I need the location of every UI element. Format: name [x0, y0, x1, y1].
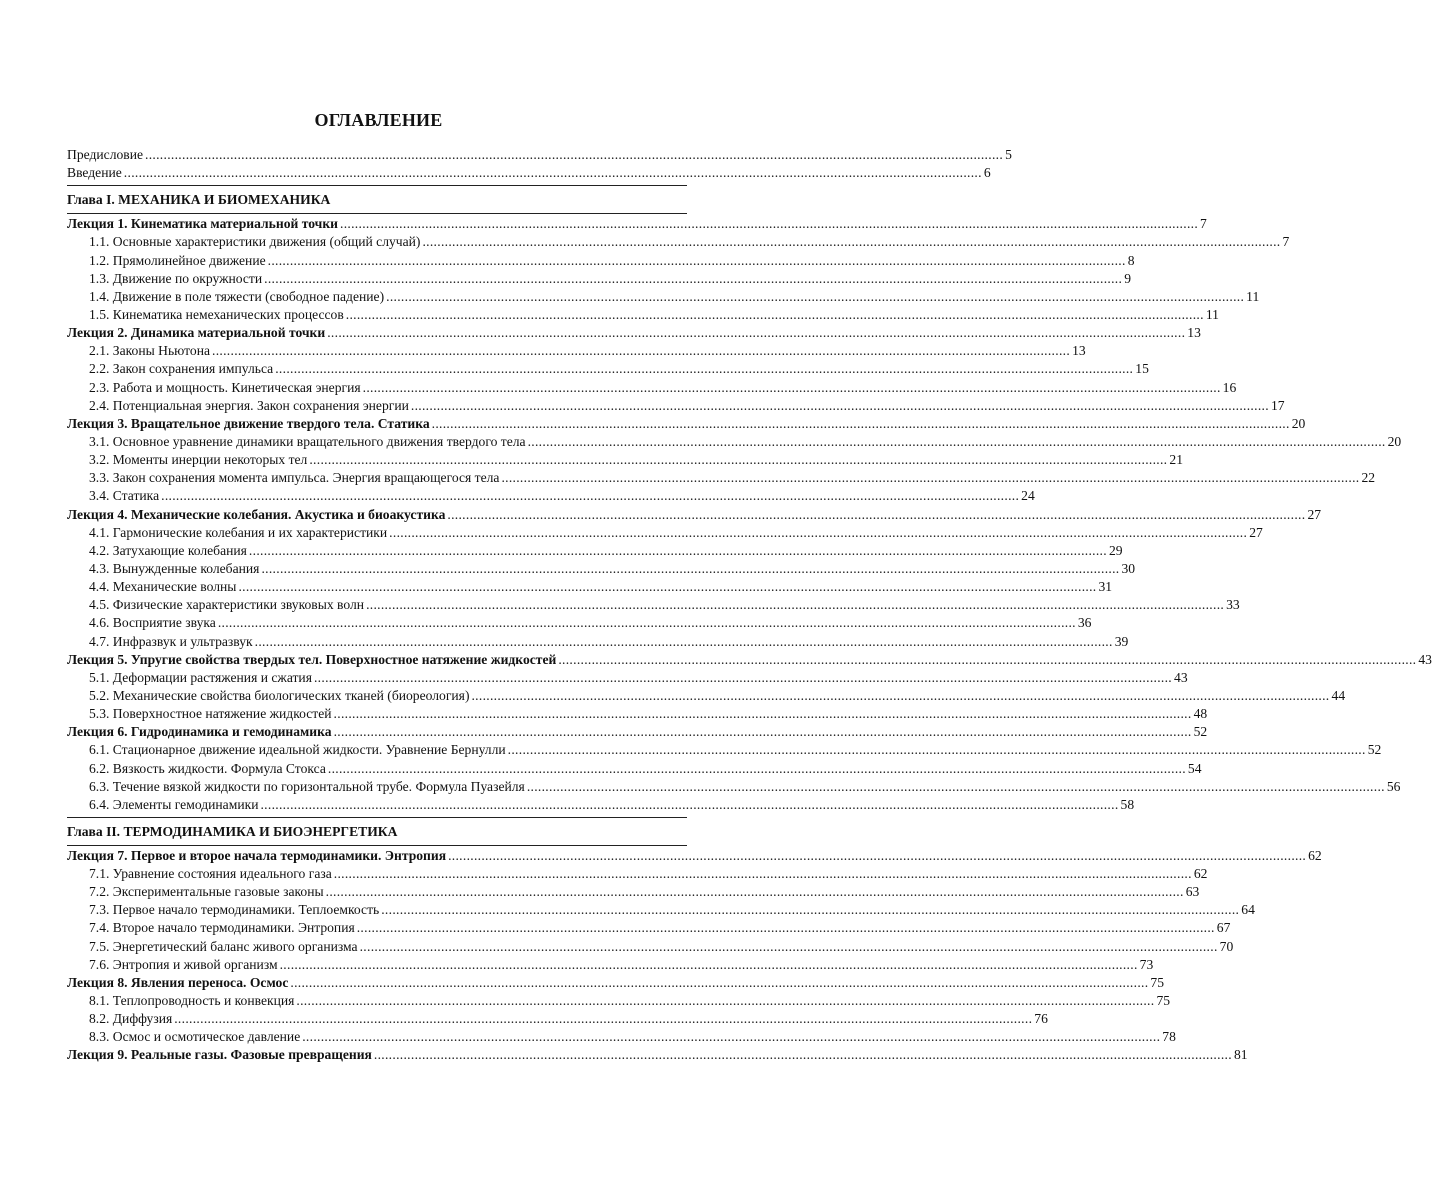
chapter-heading: Глава I. МЕХАНИКА И БИОМЕХАНИКА — [67, 192, 331, 208]
page-number: 29 — [1108, 542, 1123, 558]
page-number: 20 — [1291, 415, 1306, 431]
toc-entry-section[interactable] — [67, 883, 1200, 901]
entry-title: 7.5. Энергетический баланс живого организма — [89, 938, 358, 954]
dot-leader — [296, 992, 1154, 1010]
dot-leader — [327, 324, 1185, 342]
divider-line — [67, 213, 687, 214]
dot-leader — [314, 669, 1172, 687]
toc-entry-section[interactable] — [67, 919, 1231, 937]
page-number: 30 — [1121, 560, 1136, 576]
page-number: 70 — [1219, 938, 1234, 954]
page-number: 8 — [1127, 252, 1135, 268]
dot-leader — [302, 1028, 1160, 1046]
toc-entry-section[interactable] — [67, 487, 1035, 505]
toc-entry-section[interactable] — [67, 865, 1208, 883]
toc-entry-lecture[interactable] — [67, 651, 1432, 669]
entry-title: Лекция 6. Гидродинамика и гемодинамика — [67, 724, 332, 740]
entry-title: 4.5. Физические характеристики звуковых волн — [89, 597, 365, 613]
dot-leader — [366, 596, 1224, 614]
dot-leader — [448, 847, 1306, 865]
entry-title: 1.5. Кинематика немеханических процессов — [89, 306, 344, 322]
toc-entry-section[interactable] — [67, 469, 1376, 487]
dot-leader — [508, 741, 1366, 759]
page-number: 16 — [1222, 379, 1237, 395]
toc-entry-section[interactable] — [67, 705, 1208, 723]
toc-entry-section[interactable] — [67, 379, 1237, 397]
entry-title: 2.3. Работа и мощность. Кинетическая энергия — [89, 379, 361, 395]
page-number: 13 — [1187, 325, 1201, 341]
toc-entry-lecture[interactable] — [67, 324, 1201, 342]
dot-leader — [346, 306, 1204, 324]
page-number: 9 — [1124, 270, 1131, 286]
page-number: 54 — [1187, 760, 1202, 776]
entry-title: 1.3. Движение по окружности — [89, 270, 263, 286]
page-number: 75 — [1150, 974, 1165, 990]
dot-leader — [334, 705, 1192, 723]
toc-entry-section[interactable] — [67, 687, 1346, 705]
page-number: 78 — [1162, 1029, 1176, 1045]
divider-line — [67, 845, 687, 846]
dot-leader — [360, 938, 1218, 956]
entry-title: 7.4. Второе начало термодинамики. Энтропия — [89, 920, 355, 936]
toc-entry-section[interactable] — [67, 233, 1290, 251]
chapter-heading: Глава II. ТЕРМОДИНАМИКА И БИОЭНЕРГЕТИКА — [67, 823, 398, 839]
entry-title: 2.1. Законы Ньютона — [89, 343, 211, 359]
dot-leader — [528, 433, 1386, 451]
toc-entry-section[interactable] — [67, 451, 1183, 469]
entry-title: 4.3. Вынужденные колебания — [89, 560, 260, 576]
dot-leader — [432, 415, 1290, 433]
page-number: 43 — [1174, 669, 1188, 685]
entry-title: 2.2. Закон сохранения импульса — [89, 361, 274, 377]
dot-leader — [558, 651, 1416, 669]
entry-title: 2.4. Потенциальная энергия. Закон сохранения энергии — [89, 397, 409, 413]
toc-entry-lecture[interactable] — [67, 974, 1165, 992]
page-number: 43 — [1418, 651, 1432, 667]
dot-leader — [389, 524, 1247, 542]
page-number: 62 — [1193, 866, 1208, 882]
toc-entry-section[interactable] — [67, 397, 1285, 415]
toc-entry-section[interactable] — [67, 1028, 1176, 1046]
entry-title: Предисловие — [67, 147, 144, 162]
entry-title: 4.2. Затухающие колебания — [89, 542, 247, 558]
toc-entry-section[interactable] — [67, 578, 1113, 596]
entry-title: 4.4. Механические волны — [89, 579, 237, 595]
dot-leader — [174, 1010, 1032, 1028]
toc-entry-section[interactable] — [67, 901, 1255, 919]
page-number: 11 — [1205, 306, 1219, 322]
toc-entry-section[interactable] — [67, 270, 1131, 288]
entry-title: 3.3. Закон сохранения момента импульса. Энергия вращающегося тела — [89, 470, 500, 486]
page-number: 52 — [1193, 724, 1208, 740]
entry-title: 6.3. Течение вязкой жидкости по горизонтальной трубе. Формула Пуазейля — [89, 778, 525, 794]
dot-leader — [161, 487, 1019, 505]
entry-title: 8.3. Осмос и осмотическое давление — [89, 1029, 301, 1045]
page-number: 62 — [1308, 847, 1322, 863]
dot-leader — [334, 865, 1192, 883]
toc-entry-section[interactable] — [67, 992, 1171, 1010]
dot-leader — [326, 883, 1184, 901]
toc-entry-lecture[interactable] — [67, 723, 1208, 741]
entry-title: Лекция 5. Упругие свойства твердых тел. Поверхностное натяжение жидкостей — [67, 651, 557, 667]
dot-leader — [255, 633, 1113, 651]
entry-title: 1.2. Прямолинейное движение — [89, 252, 266, 268]
entry-title: 3.2. Моменты инерции некоторых тел — [89, 452, 308, 468]
page-number: 22 — [1361, 470, 1376, 486]
dot-leader — [374, 1046, 1232, 1064]
dot-leader — [381, 901, 1239, 919]
entry-title: 6.4. Элементы гемодинамики — [89, 796, 259, 812]
page-number: 64 — [1241, 902, 1255, 918]
divider-line — [67, 817, 687, 818]
page-number: 81 — [1233, 1047, 1248, 1063]
entry-title: Лекция 3. Вращательное движение твердого тела. Статика — [67, 415, 430, 431]
toc-entry-section[interactable] — [67, 524, 1263, 542]
dot-leader — [471, 687, 1329, 705]
dot-leader — [309, 451, 1167, 469]
page-number: 13 — [1072, 343, 1086, 359]
page-title: ОГЛАВЛЕНИЕ — [314, 110, 443, 130]
page-number: 21 — [1169, 452, 1183, 468]
page-number: 73 — [1139, 956, 1154, 972]
entry-title: 3.1. Основное уравнение динамики вращательного движения твердого тела — [89, 433, 526, 449]
dot-leader — [334, 723, 1192, 741]
toc-entry-section[interactable] — [67, 433, 1402, 451]
page-number: 27 — [1249, 524, 1263, 540]
toc-entry-section[interactable] — [67, 956, 1154, 974]
page-number: 27 — [1307, 506, 1322, 522]
entry-title: 7.2. Экспериментальные газовые законы — [89, 884, 324, 900]
page-number: 44 — [1331, 687, 1346, 703]
page-number: 48 — [1193, 706, 1208, 722]
toc-entry-section[interactable] — [67, 669, 1188, 687]
page-number: 31 — [1098, 579, 1113, 595]
page-number: 7 — [1200, 216, 1207, 232]
page-number: 75 — [1156, 993, 1171, 1009]
dot-leader — [145, 146, 1003, 164]
toc-entry-section[interactable] — [67, 596, 1240, 614]
dot-leader — [363, 379, 1221, 397]
dot-leader — [328, 760, 1186, 778]
toc-entry-section[interactable] — [67, 306, 1219, 324]
toc-entry-section[interactable] — [67, 560, 1136, 578]
toc-entry-lecture[interactable] — [67, 1046, 1248, 1064]
page-number: 63 — [1185, 884, 1200, 900]
entry-title: 3.4. Статика — [89, 488, 160, 504]
dot-leader — [264, 270, 1122, 288]
entry-title: Введение — [67, 165, 122, 181]
page-number: 17 — [1270, 397, 1285, 413]
dot-leader — [280, 956, 1138, 974]
toc-entry-section[interactable] — [67, 741, 1382, 759]
toc-entry-section[interactable] — [67, 1010, 1048, 1028]
entry-title: 5.2. Механические свойства биологических тканей (биореология) — [89, 687, 470, 703]
page-number: 15 — [1135, 361, 1149, 377]
page-number: 67 — [1216, 920, 1231, 936]
page-number: 5 — [1005, 147, 1012, 162]
entry-title: 4.6. Восприятие звука — [89, 615, 216, 631]
dot-leader — [218, 614, 1076, 632]
page-number: 52 — [1367, 742, 1382, 758]
toc-entry-section[interactable] — [67, 938, 1234, 956]
toc-entry-section[interactable] — [67, 360, 1149, 378]
toc-entry-lecture[interactable] — [67, 506, 1322, 524]
entry-title: Лекция 9. Реальные газы. Фазовые превращения — [67, 1047, 372, 1063]
divider-line — [67, 185, 687, 186]
entry-title: 6.2. Вязкость жидкости. Формула Стокса — [89, 760, 326, 776]
dot-leader — [275, 360, 1133, 378]
entry-title: Лекция 4. Механические колебания. Акустика и биоакустика — [67, 506, 446, 522]
toc-entry-section[interactable] — [67, 288, 1260, 306]
toc-entry-lecture[interactable] — [67, 215, 1207, 233]
entry-title: 7.6. Энтропия и живой организм — [89, 956, 278, 972]
dot-leader — [260, 796, 1118, 814]
toc-entry-section[interactable] — [67, 796, 1135, 814]
page-number: 36 — [1077, 615, 1092, 631]
dot-leader — [357, 919, 1215, 937]
entry-title: 1.4. Движение в поле тяжести (свободное падение) — [89, 288, 385, 304]
entry-title: 7.3. Первое начало термодинамики. Теплоемкость — [89, 902, 380, 918]
entry-title: 4.1. Гармонические колебания и их характеристики — [89, 524, 388, 540]
dot-leader — [411, 397, 1269, 415]
entry-title: Лекция 8. Явления переноса. Осмос — [67, 974, 289, 990]
toc-entry-section[interactable] — [67, 542, 1123, 560]
dot-leader — [422, 233, 1280, 251]
toc-entry-section[interactable] — [67, 760, 1202, 778]
entry-title: 8.2. Диффузия — [89, 1011, 173, 1027]
page-number: 7 — [1282, 234, 1290, 250]
page-number: 58 — [1120, 796, 1135, 812]
toc-entry-intro[interactable] — [67, 146, 1012, 164]
entry-title: Лекция 7. Первое и второе начала термодинамики. Энтропия — [67, 847, 447, 863]
toc-entry-section[interactable] — [67, 633, 1129, 651]
dot-leader — [501, 469, 1359, 487]
entry-title: 5.1. Деформации растяжения и сжатия — [89, 669, 312, 685]
page-number: 6 — [983, 165, 991, 181]
dot-leader — [340, 215, 1198, 233]
page-number: 76 — [1034, 1011, 1048, 1027]
table-of-contents — [67, 146, 1432, 1065]
dot-leader — [124, 164, 982, 182]
toc-entry-section[interactable] — [67, 342, 1086, 360]
entry-title: 5.3. Поверхностное натяжение жидкостей — [89, 706, 332, 722]
toc-entry-section[interactable] — [67, 252, 1135, 270]
page-number: 20 — [1387, 433, 1402, 449]
toc-entry-lecture[interactable] — [67, 847, 1322, 865]
toc-entry-intro[interactable] — [67, 164, 991, 182]
entry-title: 1.1. Основные характеристики движения (общий случай) — [89, 234, 421, 250]
dot-leader — [447, 506, 1305, 524]
page-number: 24 — [1021, 488, 1035, 504]
page-number: 56 — [1386, 778, 1401, 794]
page-number: 33 — [1226, 597, 1240, 613]
page-number: 11 — [1246, 288, 1260, 304]
dot-leader — [249, 542, 1107, 560]
dot-leader — [212, 342, 1070, 360]
entry-title: 8.1. Теплопроводность и конвекция — [89, 993, 295, 1009]
toc-entry-section[interactable] — [67, 614, 1092, 632]
entry-title: 6.1. Стационарное движение идеальной жидкости. Уравнение Бернулли — [89, 742, 506, 758]
entry-title: 4.7. Инфразвук и ультразвук — [89, 633, 253, 649]
entry-title: Лекция 1. Кинематика материальной точки — [67, 216, 338, 232]
toc-entry-lecture[interactable] — [67, 415, 1306, 433]
entry-title: Лекция 2. Динамика материальной точки — [67, 325, 326, 341]
toc-entry-section[interactable] — [67, 778, 1401, 796]
dot-leader — [261, 560, 1119, 578]
dot-leader — [290, 974, 1148, 992]
dot-leader — [386, 288, 1244, 306]
entry-title: 7.1. Уравнение состояния идеального газа — [89, 866, 332, 882]
dot-leader — [527, 778, 1385, 796]
page-number: 39 — [1114, 633, 1129, 649]
dot-leader — [268, 252, 1126, 270]
dot-leader — [238, 578, 1096, 596]
